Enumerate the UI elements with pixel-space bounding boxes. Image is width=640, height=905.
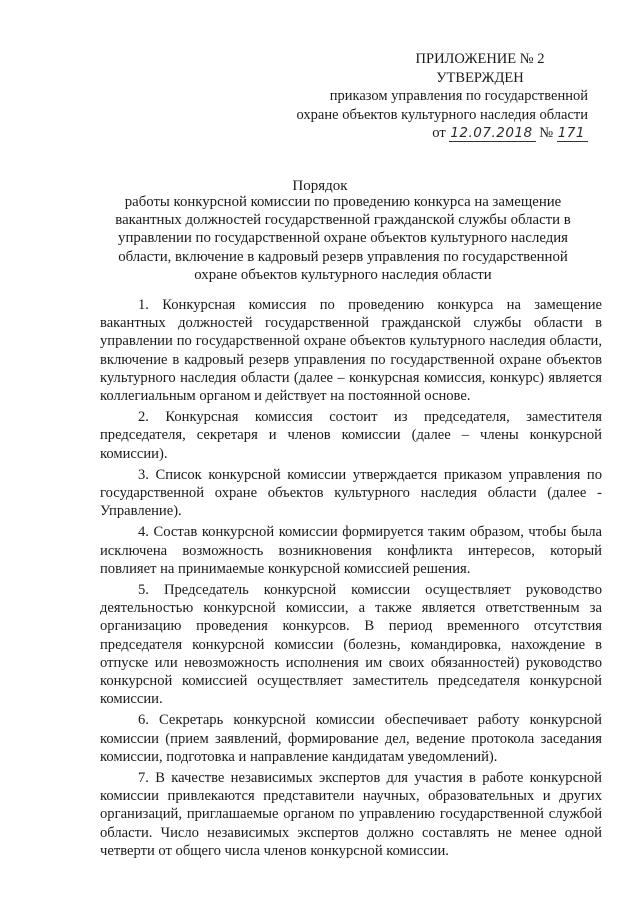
paragraph-2: 2. Конкурсная комиссия состоит из председателя, заместителя председателя, секретаря и членов комиссии (далее – члены конкурсной комиссии). xyxy=(100,409,602,462)
paragraph-3: 3. Список конкурсной комиссии утверждается приказом управления по государственной охране объектов культурного наследия области (далее - Управление). xyxy=(100,466,602,520)
paragraph-7: 7. В качестве независимых экспертов для участия в работе конкурсной комиссии привлекаются представители научных, образовательных и других организаций, приглашаемые органом по управлению государственной службой области. Число независимых экспертов должно составлять не менее одной четверти от общего числа членов конкурсной комиссии. xyxy=(100,770,602,859)
document-body xyxy=(100,296,602,863)
approval-line-1: приказом управления по государственной xyxy=(329,88,588,104)
document-title: Порядок xyxy=(292,178,348,194)
order-date-number xyxy=(432,124,588,143)
appendix-label: ПРИЛОЖЕНИЕ № 2 xyxy=(415,51,545,67)
approval-line-2: охране объектов культурного наследия области xyxy=(296,106,588,123)
order-number: 171 xyxy=(557,125,588,142)
paragraph-1: 1. Конкурсная комиссия по проведению конкурса на замещение вакантных должностей государственной гражданской службы области в управлении по государственной охране объектов культурного наследия области, включение в кадровый резерв управления по государственной охране объектов культурного наследия области (далее – конкурсная комиссия, конкурс) является коллегиальным органом и действует на постоянной основе. xyxy=(100,297,602,405)
paragraph-6: 6. Секретарь конкурсной комиссии обеспечивает работу конкурсной комиссии (прием заявлений, формирование дел, ведение протокола заседания комиссии, подготовка и направление кандидатам уведомлений). xyxy=(100,712,602,765)
number-label: № xyxy=(539,125,554,141)
paragraph-4: 4. Состав конкурсной комиссии формируется таким образом, чтобы была исключена возможность возникновения конфликта интересов, который повлияет на принимаемые конкурсной комиссией решения. xyxy=(100,524,602,577)
approval-header xyxy=(288,50,588,143)
document-subtitle: работы конкурсной комиссии по проведению конкурса на замещение вакантных должностей государственной гражданской службы области в управлении по государственной охране объектов культурного наследия области, включение в кадровый резерв управления по государственной охране объектов культурного наследия области xyxy=(115,194,571,283)
approved-label: УТВЕРЖДЕН xyxy=(436,69,524,86)
from-label: от xyxy=(432,125,446,141)
order-date: 12.07.2018 xyxy=(449,125,535,142)
paragraph-5: 5. Председатель конкурсной комиссии осуществляет руководство деятельностью конкурсной комиссии, а также является ответственным за организацию проведения конкурсов. В период временного отсутствия председателя конкурсной комиссии (болезнь, командировка, нахождение в отпуске или невозможность исполнения им своих обязанностей) руководство конкурсной комиссией осуществляет заместитель председателя конкурсной комиссии. xyxy=(100,582,602,708)
